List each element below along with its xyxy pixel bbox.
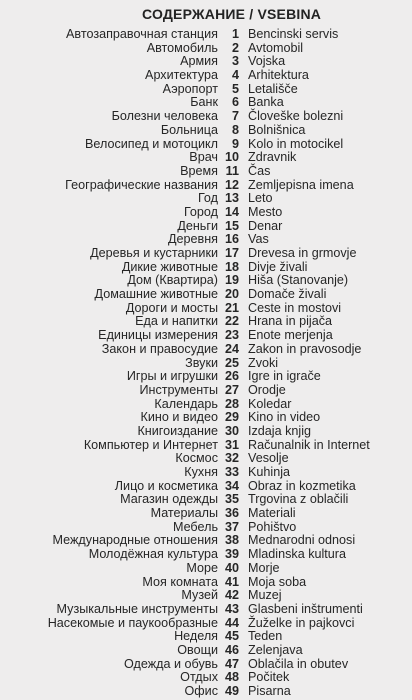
entry-number: 35 bbox=[224, 492, 239, 507]
toc-entry bbox=[0, 151, 412, 165]
entry-russian-title: Город bbox=[183, 204, 218, 219]
toc-entry bbox=[0, 658, 412, 672]
entry-number: 29 bbox=[224, 410, 239, 425]
entry-number: 11 bbox=[225, 163, 239, 178]
toc-entry bbox=[0, 630, 412, 644]
entry-russian-title: Деревья и кустарники bbox=[90, 246, 218, 260]
entry-number: 36 bbox=[224, 506, 239, 521]
entry-russian-title: Больница bbox=[160, 122, 218, 137]
entry-slovenian-title: Materiali bbox=[248, 506, 296, 521]
toc-entry bbox=[0, 261, 412, 275]
entry-number: 6 bbox=[231, 95, 239, 110]
entry-slovenian-title: Ceste in mostovi bbox=[248, 300, 342, 315]
entry-russian-title: Лицо и косметика bbox=[114, 478, 218, 493]
entry-slovenian-title: Hrana in pijača bbox=[248, 314, 333, 329]
toc-entry bbox=[0, 96, 412, 110]
entry-russian-title: Врач bbox=[189, 150, 218, 165]
entry-slovenian-title: Zdravnik bbox=[248, 150, 297, 165]
entry-russian-title: Кино и видео bbox=[140, 410, 218, 425]
toc-entry bbox=[0, 69, 412, 83]
entry-russian-title: Мебель bbox=[172, 519, 218, 534]
entry-slovenian-title: Arhitektura bbox=[248, 68, 309, 83]
entry-slovenian-title: Počitek bbox=[248, 670, 290, 685]
entry-slovenian-title: Hiša (Stanovanje) bbox=[248, 273, 349, 288]
entry-number: 45 bbox=[224, 629, 239, 644]
toc-entry bbox=[0, 343, 412, 357]
entry-number: 10 bbox=[224, 150, 239, 165]
toc-entry bbox=[0, 534, 412, 548]
entry-number: 41 bbox=[224, 574, 239, 589]
entry-slovenian-title: Zelenjava bbox=[248, 642, 303, 657]
entry-russian-title: Аэропорт bbox=[162, 81, 218, 96]
entry-russian-title: Болезни человека bbox=[111, 109, 218, 124]
toc-entry bbox=[0, 644, 412, 658]
entry-russian-title: Отдых bbox=[180, 670, 218, 685]
entry-slovenian-title: Vesolje bbox=[248, 451, 289, 466]
toc-entry bbox=[0, 357, 412, 371]
toc-entry bbox=[0, 288, 412, 302]
entry-slovenian-title: Človeške bolezni bbox=[248, 109, 344, 124]
entry-slovenian-title: Trgovina z oblačili bbox=[248, 492, 349, 507]
toc-entry bbox=[0, 28, 412, 42]
entry-russian-title: Закон и правосудие bbox=[101, 341, 218, 356]
entry-russian-title: Инструменты bbox=[139, 382, 218, 397]
entry-number: 9 bbox=[231, 136, 239, 151]
entry-slovenian-title: Koledar bbox=[248, 396, 292, 411]
entry-slovenian-title: Domače živali bbox=[248, 287, 327, 302]
toc-entry bbox=[0, 466, 412, 480]
toc-entry bbox=[0, 685, 412, 699]
entry-russian-title: Деревня bbox=[167, 232, 218, 247]
entry-number: 49 bbox=[224, 684, 239, 698]
toc-entry bbox=[0, 83, 412, 97]
entry-slovenian-title: Kuhinja bbox=[248, 465, 291, 479]
entry-slovenian-title: Muzej bbox=[248, 588, 282, 603]
entry-number: 30 bbox=[224, 423, 239, 438]
toc-entry bbox=[0, 247, 412, 261]
entry-slovenian-title: Mesto bbox=[248, 204, 283, 219]
toc-entry bbox=[0, 398, 412, 412]
entry-russian-title: Космос bbox=[175, 451, 218, 466]
entry-number: 22 bbox=[224, 314, 239, 329]
toc-entry bbox=[0, 233, 412, 247]
entry-slovenian-title: Zakon in pravosodje bbox=[248, 341, 362, 356]
entry-slovenian-title: Kino in video bbox=[248, 410, 321, 425]
entry-slovenian-title: Banka bbox=[248, 95, 284, 110]
toc-entry bbox=[0, 206, 412, 220]
entry-number: 21 bbox=[224, 300, 239, 315]
entry-russian-title: Дикие животные bbox=[121, 259, 218, 274]
entry-russian-title: Деньги bbox=[177, 218, 218, 233]
entry-slovenian-title: Zemljepisna imena bbox=[248, 177, 354, 192]
entry-number: 18 bbox=[224, 259, 239, 274]
entry-russian-title: Домашние животные bbox=[94, 287, 218, 302]
entry-slovenian-title: Igre in igrače bbox=[248, 369, 321, 384]
entry-number: 37 bbox=[224, 519, 239, 534]
toc-entry bbox=[0, 425, 412, 439]
entry-russian-title: Дом (Квартира) bbox=[127, 273, 218, 288]
entry-slovenian-title: Vojska bbox=[248, 54, 286, 69]
entry-slovenian-title: Čas bbox=[248, 163, 271, 178]
toc-entry bbox=[0, 124, 412, 138]
entry-slovenian-title: Bolnišnica bbox=[248, 122, 306, 137]
toc-entry bbox=[0, 548, 412, 562]
entry-russian-title: Год bbox=[197, 191, 218, 206]
entry-slovenian-title: Izdaja knjig bbox=[248, 423, 312, 438]
entry-number: 8 bbox=[231, 122, 239, 137]
toc-entry bbox=[0, 302, 412, 316]
entry-russian-title: Игры и игрушки bbox=[126, 369, 218, 384]
toc-entry bbox=[0, 179, 412, 193]
toc-entry bbox=[0, 589, 412, 603]
entry-russian-title: Моя комната bbox=[142, 574, 218, 589]
entry-russian-title: Материалы bbox=[150, 506, 218, 521]
entry-russian-title: Насекомые и паукообразные bbox=[47, 615, 218, 630]
toc-entry bbox=[0, 480, 412, 494]
toc-entry bbox=[0, 493, 412, 507]
entry-slovenian-title: Orodje bbox=[248, 382, 286, 397]
entry-number: 34 bbox=[224, 478, 239, 493]
entry-number: 5 bbox=[231, 81, 239, 96]
entry-slovenian-title: Obraz in kozmetika bbox=[248, 478, 356, 493]
entry-number: 32 bbox=[224, 451, 239, 466]
entry-slovenian-title: Avtomobil bbox=[248, 40, 304, 55]
entry-slovenian-title: Računalnik in Internet bbox=[248, 437, 370, 452]
toc-entry bbox=[0, 55, 412, 69]
toc-entry bbox=[0, 165, 412, 179]
entry-russian-title: Армия bbox=[180, 54, 218, 69]
toc-entry bbox=[0, 603, 412, 617]
entry-russian-title: Автозаправочная станция bbox=[66, 27, 218, 41]
toc-entry bbox=[0, 220, 412, 234]
toc-entry bbox=[0, 315, 412, 329]
entry-number: 38 bbox=[224, 533, 239, 548]
entry-number: 16 bbox=[224, 232, 239, 247]
toc-entry bbox=[0, 576, 412, 590]
entry-number: 43 bbox=[224, 601, 239, 616]
toc-entry bbox=[0, 274, 412, 288]
entry-slovenian-title: Mednarodni odnosi bbox=[248, 533, 356, 548]
entry-slovenian-title: Letališče bbox=[248, 81, 298, 96]
entry-russian-title: Книгоиздание bbox=[137, 423, 218, 438]
entry-russian-title: Одежда и обувь bbox=[123, 656, 218, 671]
entry-slovenian-title: Denar bbox=[248, 218, 283, 233]
entry-russian-title: Музей bbox=[181, 588, 218, 603]
entry-number: 46 bbox=[224, 642, 239, 657]
entry-slovenian-title: Kolo in motocikel bbox=[248, 136, 344, 151]
entry-slovenian-title: Drevesa in grmovje bbox=[248, 246, 357, 260]
entry-number: 14 bbox=[224, 204, 239, 219]
entry-russian-title: Международные отношения bbox=[52, 533, 218, 548]
entry-slovenian-title: Bencinski servis bbox=[248, 27, 339, 41]
entry-number: 19 bbox=[224, 273, 239, 288]
entry-slovenian-title: Vas bbox=[248, 232, 269, 247]
entry-slovenian-title: Mladinska kultura bbox=[248, 547, 346, 562]
entry-russian-title: Банк bbox=[190, 95, 218, 110]
entry-slovenian-title: Moja soba bbox=[248, 574, 307, 589]
entry-number: 47 bbox=[224, 656, 239, 671]
entry-slovenian-title: Žuželke in pajkovci bbox=[248, 615, 355, 630]
entry-russian-title: Магазин одежды bbox=[120, 492, 218, 507]
entry-russian-title: Дороги и мосты bbox=[125, 300, 218, 315]
entry-slovenian-title: Enote merjenja bbox=[248, 328, 333, 343]
entry-russian-title: Звуки bbox=[185, 355, 218, 370]
toc-entry bbox=[0, 370, 412, 384]
toc-entry bbox=[0, 384, 412, 398]
entry-number: 1 bbox=[231, 27, 239, 41]
entry-slovenian-title: Teden bbox=[248, 629, 283, 644]
entry-number: 3 bbox=[231, 54, 239, 69]
entry-russian-title: Компьютер и Интернет bbox=[83, 437, 218, 452]
entry-number: 4 bbox=[231, 68, 239, 83]
toc-entry bbox=[0, 110, 412, 124]
entry-russian-title: Географические названия bbox=[65, 177, 218, 192]
entry-slovenian-title: Morje bbox=[248, 560, 280, 575]
entry-number: 25 bbox=[224, 355, 239, 370]
entry-number: 12 bbox=[224, 177, 239, 192]
entry-slovenian-title: Zvoki bbox=[248, 355, 279, 370]
entry-number: 20 bbox=[224, 287, 239, 302]
entry-slovenian-title: Leto bbox=[248, 191, 273, 206]
entry-number: 33 bbox=[224, 465, 239, 479]
toc-entry bbox=[0, 521, 412, 535]
toc-entry bbox=[0, 138, 412, 152]
entry-russian-title: Время bbox=[180, 163, 218, 178]
entry-russian-title: Календарь bbox=[154, 396, 218, 411]
toc-entry bbox=[0, 507, 412, 521]
entry-russian-title: Архитектура bbox=[145, 68, 218, 83]
entry-russian-title: Овощи bbox=[177, 642, 218, 657]
table-of-contents bbox=[0, 28, 412, 699]
entry-number: 15 bbox=[224, 218, 239, 233]
toc-entry bbox=[0, 439, 412, 453]
entry-number: 26 bbox=[224, 369, 239, 384]
entry-number: 7 bbox=[231, 109, 239, 124]
entry-slovenian-title: Oblačila in obutev bbox=[248, 656, 349, 671]
toc-entry bbox=[0, 562, 412, 576]
toc-entry bbox=[0, 411, 412, 425]
entry-russian-title: Велосипед и мотоцикл bbox=[84, 136, 218, 151]
entry-number: 23 bbox=[224, 328, 239, 343]
entry-russian-title: Единицы измерения bbox=[98, 328, 218, 343]
entry-russian-title: Музыкальные инструменты bbox=[56, 601, 218, 616]
entry-russian-title: Море bbox=[186, 560, 218, 575]
entry-slovenian-title: Glasbeni inštrumenti bbox=[248, 601, 363, 616]
entry-russian-title: Офис bbox=[184, 684, 218, 698]
toc-entry bbox=[0, 42, 412, 56]
entry-number: 2 bbox=[231, 40, 239, 55]
toc-entry bbox=[0, 329, 412, 343]
entry-slovenian-title: Divje živali bbox=[248, 259, 308, 274]
page-title: СОДЕРЖАНИЕ / VSEBINA bbox=[142, 6, 322, 22]
entry-number: 27 bbox=[224, 382, 239, 397]
toc-entry bbox=[0, 452, 412, 466]
entry-number: 28 bbox=[224, 396, 239, 411]
entry-number: 13 bbox=[224, 191, 239, 206]
entry-number: 31 bbox=[224, 437, 239, 452]
entry-slovenian-title: Pisarna bbox=[248, 684, 291, 698]
entry-number: 44 bbox=[224, 615, 239, 630]
entry-russian-title: Еда и напитки bbox=[135, 314, 218, 329]
entry-russian-title: Кухня bbox=[184, 465, 218, 479]
entry-number: 42 bbox=[224, 588, 239, 603]
toc-entry bbox=[0, 617, 412, 631]
entry-number: 39 bbox=[224, 547, 239, 562]
entry-number: 24 bbox=[224, 341, 239, 356]
entry-number: 48 bbox=[224, 670, 239, 685]
toc-entry bbox=[0, 671, 412, 685]
entry-slovenian-title: Pohištvo bbox=[248, 519, 297, 534]
toc-entry bbox=[0, 192, 412, 206]
entry-russian-title: Неделя bbox=[174, 629, 218, 644]
entry-number: 40 bbox=[224, 560, 239, 575]
entry-russian-title: Молодёжная культура bbox=[88, 547, 218, 562]
entry-number: 17 bbox=[224, 246, 239, 260]
entry-russian-title: Автомобиль bbox=[146, 40, 218, 55]
